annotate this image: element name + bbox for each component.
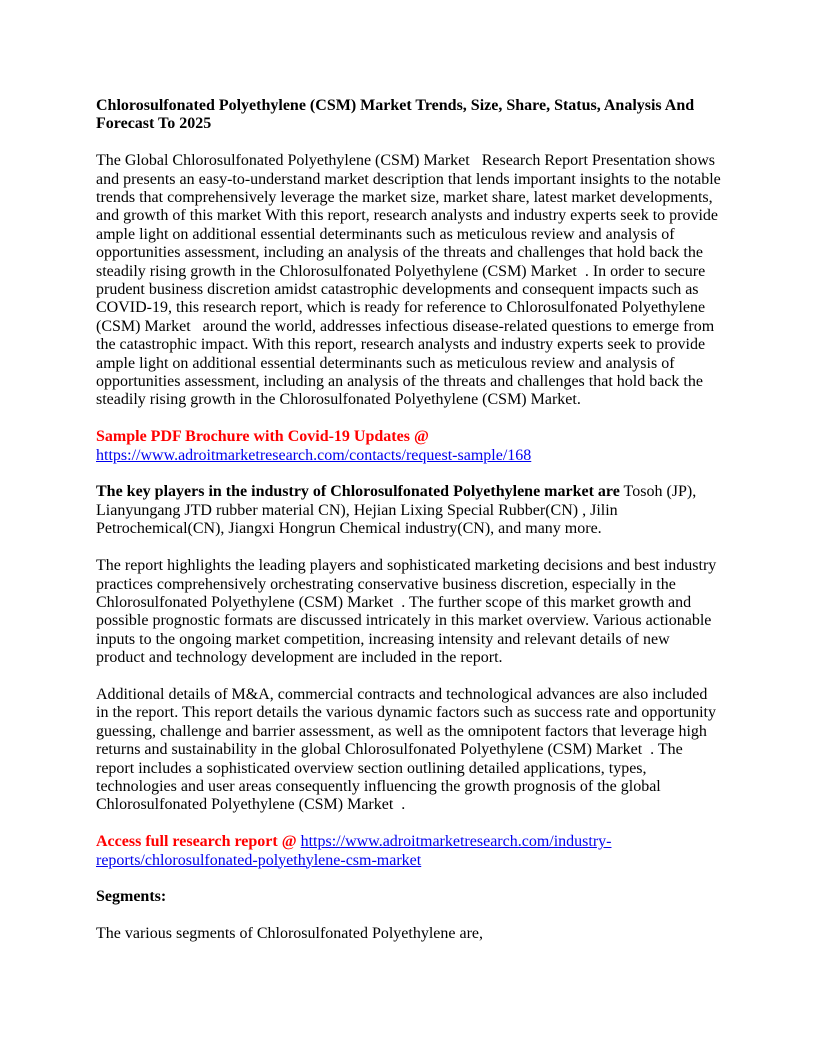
key-players-paragraph [96,483,722,538]
intro-paragraph: The Global Chlorosulfonated Polyethylene (CSM) Market Research Report Presentation shows and presents an easy-to-understand market description that lends important insights to the notable trends that comprehensively leverage the market size, market share, latest market developments, and growth of this market With this report, research analysts and industry experts seek to provide ample light on additional essential determinants such as meticulous review and analysis of opportunities assessment, including an analysis of the threats and challenges that hold back the steadily rising growth in the Chlorosulfonated Polyethylene (CSM) Market . In order to secure prudent business discretion amidst catastrophic developments and consequent impacts such as COVID-19, this research report, which is ready for reference to Chlorosulfonated Polyethylene (CSM) Market around the world, addresses infectious disease-related questions to emerge from the catastrophic impact. With this report, research analysts and industry experts seek to provide ample light on additional essential determinants such as meticulous review and analysis of opportunities assessment, including an analysis of the threats and challenges that hold back the steadily rising growth in the Chlorosulfonated Polyethylene (CSM) Market. [96,152,725,409]
sample-request-link[interactable]: https://www.adroitmarketresearch.com/contacts/request-sample/168 [96,446,532,464]
segments-heading: Segments: [96,888,167,906]
key-players-names: Tosoh (JP), Lianyungang JTD rubber material CN), Hejian Lixing Special Rubber(CN) , Jilin Petrochemical(CN), Jiangxi Hongrun Chemical industry(CN), and many more. [96,483,701,538]
access-report-label: Access full research report @ [96,833,297,851]
document-title: Chlorosulfonated Polyethylene (CSM) Market Trends, Size, Share, Status, Analysis And Forecast To 2025 [96,97,699,133]
document-page [96,97,725,962]
segments-intro: The various segments of Chlorosulfonated Polyethylene are, [96,925,484,943]
access-report-section [96,833,722,870]
sample-brochure-section [96,428,722,465]
sample-brochure-label: Sample PDF Brochure with Covid-19 Updates @ [96,428,429,446]
report-highlights-paragraph: The report highlights the leading players and sophisticated marketing decisions and best industry practices comprehensively orchestrating conservative business discretion, especially in the Chlorosulfonated Polyethylene (CSM) Market . The further scope of this market growth and possible prognostic formats are discussed intricately in this market overview. Various actionable inputs to the ongoing market competition, increasing intensity and relevant details of new product and technology development are included in the report. [96,557,721,667]
key-players-lead: The key players in the industry of Chlorosulfonated Polyethylene market are [96,483,620,501]
additional-details-paragraph: Additional details of M&A, commercial contracts and technological advances are also included in the report. This report details the various dynamic factors such as success rate and opportunity guessing, challenge and barrier assessment, as well as the omnipotent factors that leverage high returns and sustainability in the global Chlorosulfonated Polyethylene (CSM) Market . The report includes a sophisticated overview section outlining detailed applications, types, technologies and user areas consequently influencing the growth prognosis of the global Chlorosulfonated Polyethylene (CSM) Market . [96,685,720,814]
full-report-link[interactable]: https://www.adroitmarketresearch.com/industry-reports/chlorosulfonated-polyethylene-csm-market [96,833,612,869]
